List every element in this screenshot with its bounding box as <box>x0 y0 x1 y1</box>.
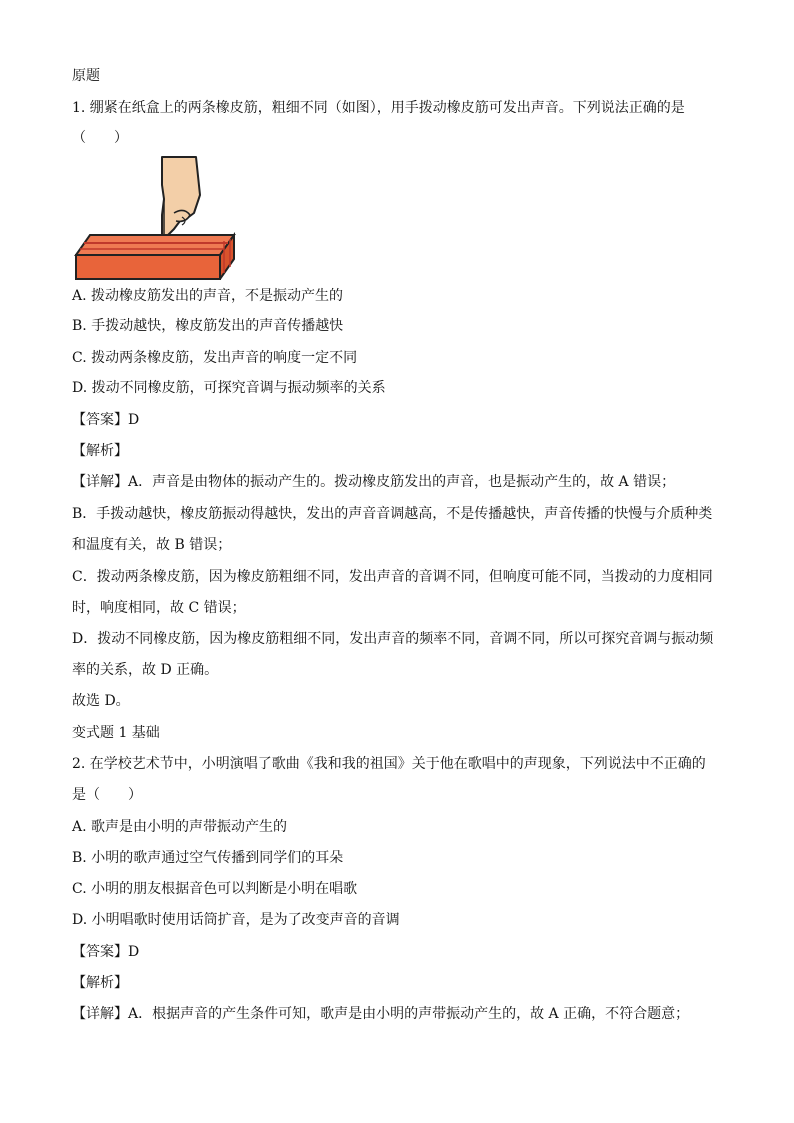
q1-detail-line: 率的关系，故 D 正确。 <box>72 662 219 678</box>
q1-conclusion: 故选 D。 <box>72 693 130 709</box>
rubber-band-box-figure <box>70 155 280 280</box>
q1-option-c: C. 拨动两条橡皮筋，发出声音的响度一定不同 <box>72 350 358 366</box>
q1-analysis-label: 【解析】 <box>72 443 128 459</box>
q1-detail-line: 时，响度相同，故 C 错误； <box>72 600 246 616</box>
q1-detail-line: D．拨动不同橡皮筋，因为橡皮筋粗细不同，发出声音的频率不同，音调不同，所以可探究音调与振动频 <box>72 631 714 647</box>
section-original: 原题 <box>72 68 100 84</box>
q1-option-b: B. 手拨动越快，橡皮筋发出的声音传播越快 <box>72 318 344 334</box>
q2-detail-line: 【详解】A．根据声音的产生条件可知，歌声是由小明的声带振动产生的，故 A 正确，不符合题意； <box>72 1006 690 1022</box>
q2-stem-bracket: 是（ ） <box>72 787 142 803</box>
q1-detail-line: 【详解】A．声音是由物体的振动产生的。拨动橡皮筋发出的声音，也是振动产生的，故 A 错误； <box>72 474 676 490</box>
q1-stem-bracket: （ ） <box>72 130 128 146</box>
finger-hand-illustration <box>162 157 200 239</box>
q1-detail-line: B．手拨动越快，橡皮筋振动得越快，发出的声音音调越高，不是传播越快，声音传播的快慢与介质种类 <box>72 506 713 522</box>
q2-stem: 2. 在学校艺术节中，小明演唱了歌曲《我和我的祖国》关于他在歌唱中的声现象，下列说法中不正确的 <box>72 756 706 772</box>
q2-analysis-label: 【解析】 <box>72 975 128 991</box>
q2-option-a: A. 歌声是由小明的声带振动产生的 <box>72 819 288 835</box>
q2-option-b: B. 小明的歌声通过空气传播到同学们的耳朵 <box>72 850 344 866</box>
section-variant: 变式题 1 基础 <box>72 725 160 741</box>
q1-detail-line: C．拨动两条橡皮筋，因为橡皮筋粗细不同，发出声音的音调不同，但响度可能不同，当拨动的力度相同 <box>72 569 713 585</box>
q1-stem: 1. 绷紧在纸盒上的两条橡皮筋，粗细不同（如图），用手拨动橡皮筋可发出声音。下列说法正确的是 <box>72 100 685 116</box>
q1-answer: 【答案】D <box>72 412 140 428</box>
q1-detail-line: 和温度有关，故 B 错误； <box>72 537 232 553</box>
q2-option-d: D. 小明唱歌时使用话筒扩音，是为了改变声音的音调 <box>72 912 400 928</box>
q2-option-c: C. 小明的朋友根据音色可以判断是小明在唱歌 <box>72 881 358 897</box>
q2-answer: 【答案】D <box>72 944 140 960</box>
q1-option-a: A. 拨动橡皮筋发出的声音，不是振动产生的 <box>72 288 344 304</box>
q1-option-d: D. 拨动不同橡皮筋，可探究音调与振动频率的关系 <box>72 380 386 396</box>
paper-box-illustration <box>76 235 234 279</box>
